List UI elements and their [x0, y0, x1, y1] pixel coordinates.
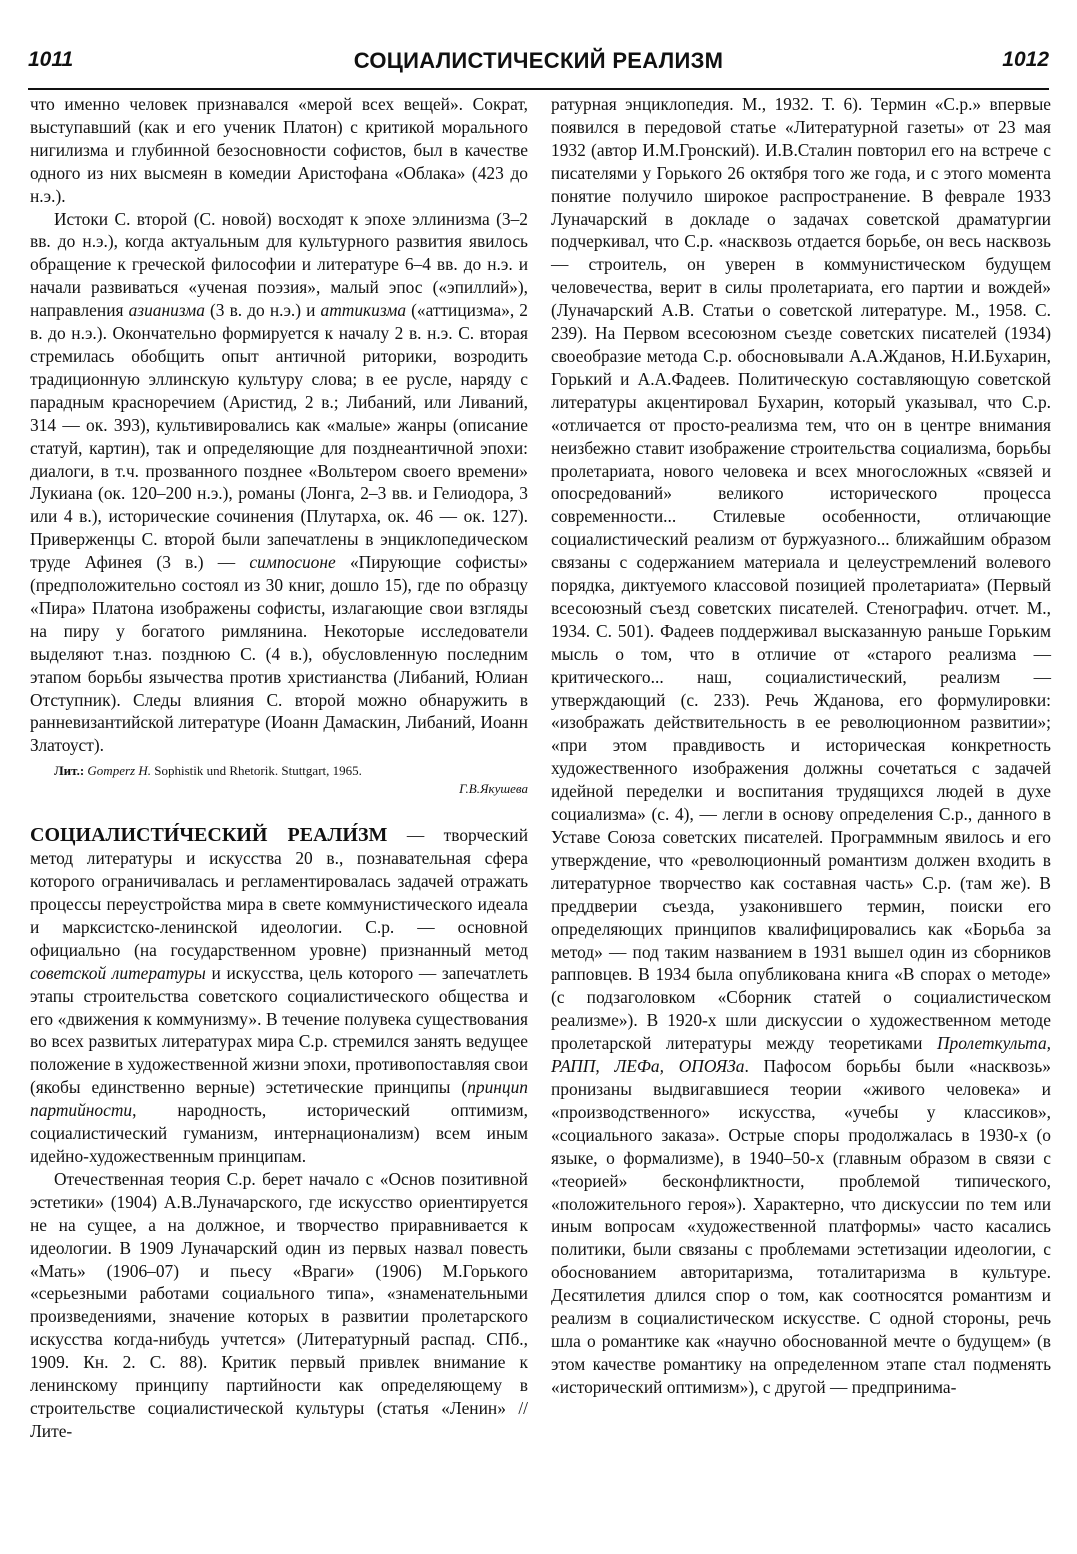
paragraph: Истоки С. второй (С. новой) восходят к эпохе эллинизма (3–2 вв. до н.э.), когда актуальным для культурного развития явилось обращение к греческой философии и литературе 6–4 вв. до н.э. и начали развиваться «ученая поэзия», малый эпос («эпиллий»), направления азианизма (3 в. до н.э.) и аттикизма («аттицизма», 2 в. до н.э.). Окончательно формируется к началу 2 в. н.э. С. вторая стремилась обобщить опыт античной риторики, возродить традиционную эллинскую культуру слова; в ее русле, наряду с парадным красноречием (Аристид, 2 в.; Либаний, или Ливаний, 314 — ок. 393), культивировались как «малые» жанры (описание статуй, картин), так и определяющие для позднеантичной эпохи: диалоги, в т.ч. прозванного позднее «Вольтером своего времени» Лукиана (ок. 120–200 н.э.), романы (Лонга, 2–3 вв. и Гелиодора, 3 или 4 в.), исторические сочинения (Плутарха, ок. 46 — ок. 127). Приверженцы С. второй были запечатлены в энциклопедическом труде Афинея (3 в.) — симпосионе «Пирующие софисты» (предположительно состоял из 30 книг, дошло 15), где по образцу «Пира» Платона изображены софисты, излагающие свои взгляды на пиру у богатого римлянина. Некоторые исследователи выделяют т.наз. позднюю С. (4 в.), обусловленную последним этапом борьбы язычества против христианства (Либаний, Юлиан Отступник). Следы влияния С. второй можно обнаружить в ранневизантийской литературе (Иоанн Дамаскин, Либаний, Иоанн Златоуст).: [30, 208, 529, 756]
page-number-right: 1012: [1002, 48, 1049, 71]
paragraph: что именно человек признавался «мерой всех вещей». Сократ, выступавший (как и его ученик Платон) с критикой морального нигилизма и глубинной безосновности софистов, был в качестве одного из них высмеян в комедии Аристофана «Облака» (423 до н.э.).: [30, 94, 528, 206]
paragraph: ратурная энциклопедия. М., 1932. Т. 6). Термин «С.р.» впервые появился в передовой статье «Литературной газеты» от 23 мая 1932 (автор И.М.Гронский). И.В.Сталин повторил его на встрече с писателями у Горького 26 октября того же года, и с этого момента понятие получило широкое распространение. В феврале 1933 Луначарский в докладе о задачах советской драматургии подчеркивал, что С.р. «насквозь отдается борьбе, он весь насквозь — строитель, он уверен в коммунистическом будущем человечества, верит в силы пролетариата, его партии и вождей» (Луначарский А.В. Статьи о советской литературе. М., 1958. С. 239). На Первом всесоюзном съезде советских писателей (1934) своеобразие метода С.р. обосновывали А.А.Жданов, Н.И.Бухарин, Горький и А.А.Фадеев. Политическую составляющую советской литературы акцентировал Бухарин, который указывал, что С.р. «отличается от просто-реализма тем, что он в центре внимания неизбежно ставит изображение строительства социализма, борьбы пролетариата, нового человека и всех многосложных «связей и опосредований» великого исторического процесса современности... Стилевые особенности, отличающие социалистический реализм от буржуазного... ближайшим образом связаны с содержанием материала и целеустремлений волевого порядка, диктуемого классовой позицией пролетариата» (Первый всесоюзный съезд советских писателей. Стенографич. отчет. М., 1934. С. 501). Фадеев поддерживал высказанную раньше Горьким мысль о том, что в отличие от «старого реализма — критического... наш, социалистический, реализм — утверждающий (с. 233). Речь Жданова, его формулировки: «изображать действительность в ее революционном развитии»; «при этом правдивость и историческая конкретность художественного изображения должны сочетаться с задачей идейной переделки и воспитания трудящихся людей в духе социализма» (с. 4), — легли в основу определения С.р., данного в Уставе Союза советских писателей. Программным явилось и его утверждение, что «революционный романтизм должен входить в литературное творчество как составная часть» С.р. (там же). В преддверии съезда, узаконившего термин, поиски его определяющих принципов квалифицировались как «Борьба за метод» — под таким названием в 1931 вышел один из сборников рапповцев. В 1934 была опубликована книга «В спорах о методе» (с подзаголовком «Сборник статей о социалистическом реализме»). В 1920-х шли дискуссии о художественном методе пролетарской литературы между теоретиками Пролеткульта, РАПП, ЛЕФа, ОПОЯЗа. Пафосом борьбы были «насквозь» пронизаны выдвигавшиеся теории «живого человека» и «производственного» искусства, «учебы у классиков», «социального заказа». Острые споры продолжалась в 1930-х (о языке, о формализме), в 1940–50-х (главным образом в связи с «теорией» бесконфликтности, проблемой типического, «положительного героя»). Характерно, что дискуссии по тем или иным вопросам «художественной платформы» часто касались политики, были связаны с проблемами эстетизации идеологии, с обоснованием авторитаризма, тоталитаризма в культуре. Десятилетия длился спор о том, как соотносятся романтизм и реализм в социалистическом искусстве. С одной стороны, речь шла о романтике как «научно обоснованной мечте о будущем» (в этом качестве романтику на определенном этапе стал подменять «исторический оптимизм»), с другой — предпринима-: [551, 94, 1051, 1397]
paragraph: Отечественная теория С.р. берет начало с «Основ позитивной эстетики» (1904) А.В.Луначарского, где искусство ориентируется не на сущее, а на должное, и творчество приравнивается к идеологии. В 1909 Луначарский один из первых назвал повесть «Мать» (1906–07) и пьесу «Враги» (1906) М.Горького «серьезными работами социального типа», «знаменательными произведениями, значение которых в развитии пролетарского искусства когда-нибудь учтется» (Литературный распад. СПб., 1909. Кн. 2. С. 88). Критик первый привлек внимание к ленинскому принципу партийности как определяющему в строительстве социалистической культуры (статья «Ленин» // Лите-: [30, 1168, 528, 1441]
literature-reference: Лит.: Gomperz H. Sophistik und Rhetorik. Stuttgart, 1965.: [54, 763, 362, 779]
entry-headword: СОЦИАЛИСТИ́ЧЕСКИЙ РЕАЛИ́ЗМ: [30, 824, 388, 847]
entry-paragraph: СОЦИАЛИСТИ́ЧЕСКИЙ РЕАЛИ́ЗМ — творческий метод литературы и искусства 20 в., познавательная сфера которого ограничивалась и регламентировалась задачей отражать процессы переустройства мира в свете коммунистического идеала и марксистско-ленинской идеологии. С.р. — основной официально (на государственном уровне) признанный метод советской литературы и искусства, цель которого — запечатлеть этапы строительства советского социалистического общества и его «движения к коммунизму». В течение полувека существования во всех развитых литературах мира С.р. стремился занять ведущее положение в художественной жизни эпохи, противопоставляя свои (якобы единственно верные) эстетические принципы (принцип партийности, народность, исторический оптимизм, социалистический гуманизм, интернационализм) всем иным идейно-художественным принципам.: [30, 824, 529, 1166]
page-header: [28, 48, 1049, 90]
right-column: [551, 93, 1051, 1399]
page-number-left: 1011: [28, 48, 74, 71]
article-author-signature: Г.В.Якушева: [459, 781, 528, 797]
left-column: [30, 93, 528, 1443]
running-title: СОЦИАЛИСТИЧЕСКИЙ РЕАЛИЗМ: [353, 48, 724, 73]
